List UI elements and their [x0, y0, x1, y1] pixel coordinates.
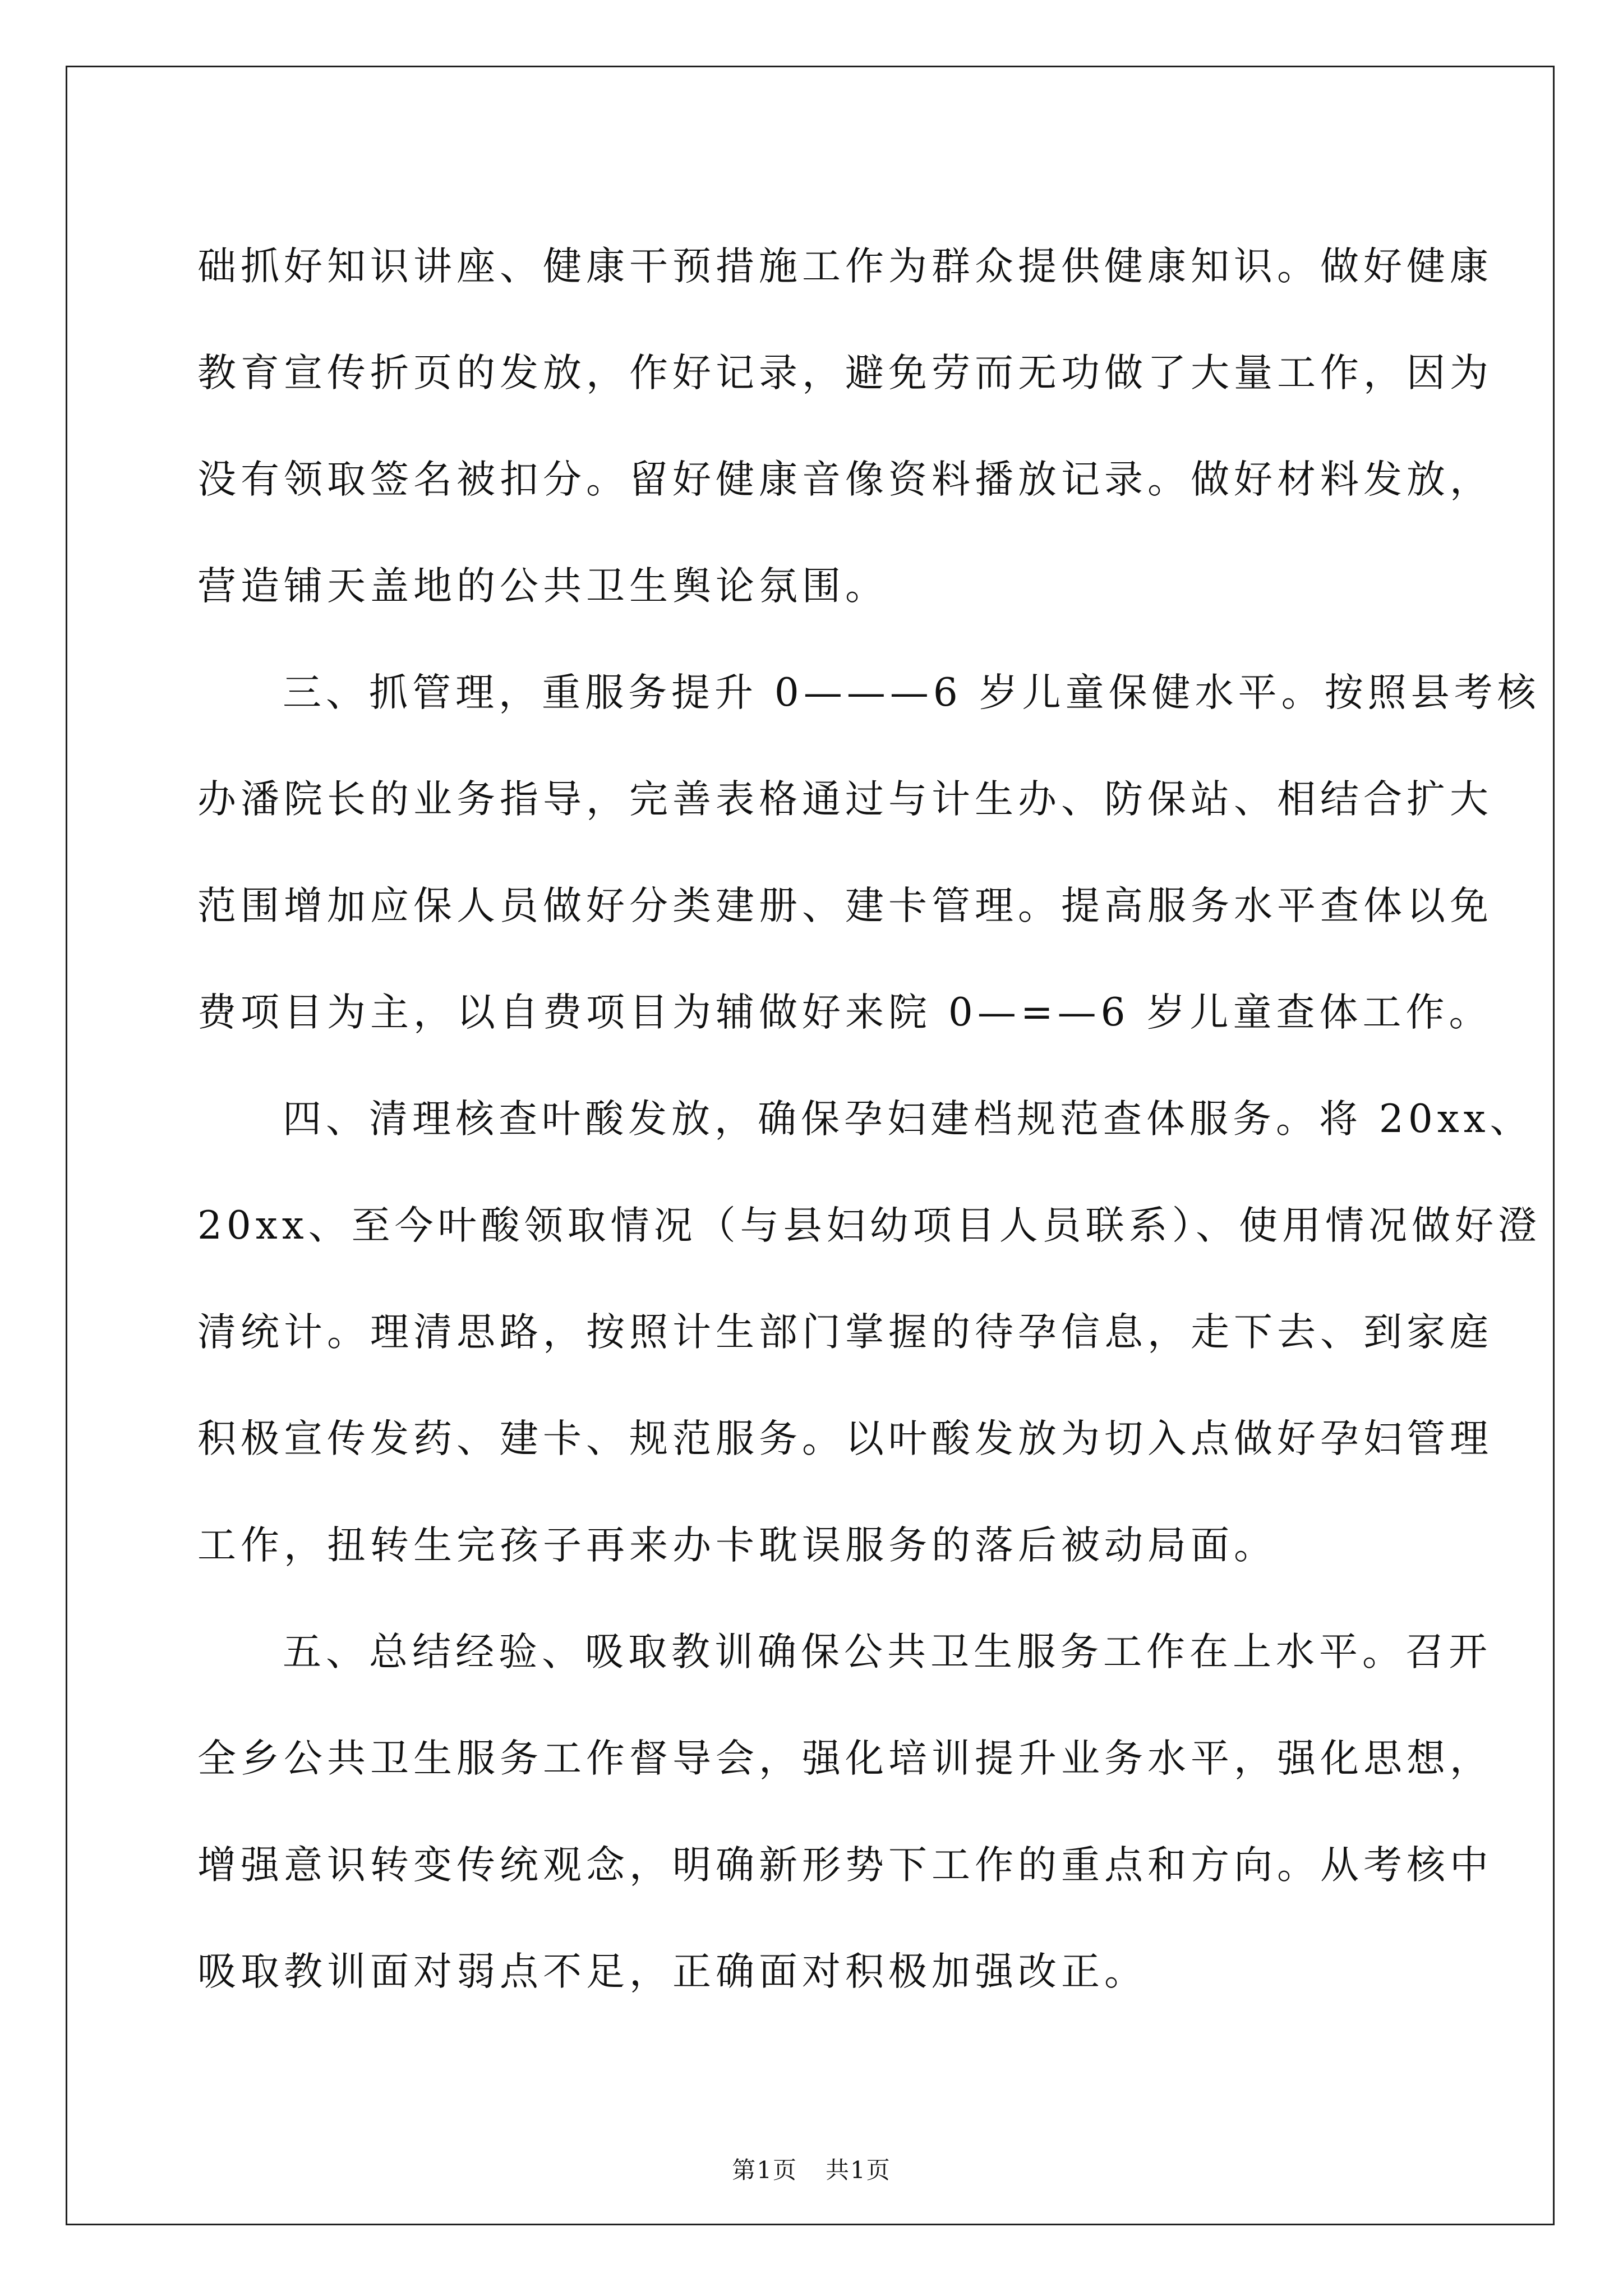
text-line: 础抓好知识讲座、健康干预措施工作为群众提供健康知识。做好健康	[197, 244, 1493, 289]
text-line: 费项目为主，以自费项目为辅做好来院 0—=—6 岁儿童查体工作。	[197, 990, 1492, 1035]
paragraph-4	[197, 1599, 1493, 2025]
document-body	[197, 213, 1542, 2025]
text-line: 办潘院长的业务指导，完善表格通过与计生办、防保站、相结合扩大	[197, 777, 1493, 822]
text-line: 全乡公共卫生服务工作督导会，强化培训提升业务水平，强化思想，	[197, 1736, 1493, 1781]
text-line: 吸取教训面对弱点不足，正确面对积极加强改正。	[197, 1949, 1147, 1994]
text-line: 清统计。理清思路，按照计生部门掌握的待孕信息，走下去、到家庭	[197, 1310, 1493, 1355]
paragraph-2	[197, 639, 1541, 1066]
text-line: 教育宣传折页的发放，作好记录，避免劳而无功做了大量工作，因为	[197, 351, 1493, 395]
text-line: 三、抓管理，重服务提升 0———6 岁儿童保健水平。按照县考核	[283, 670, 1541, 715]
text-line: 增强意识转变传统观念，明确新形势下工作的重点和方向。从考核中	[197, 1843, 1493, 1888]
text-line: 五、总结经验、吸取教训确保公共卫生服务工作在上水平。召开	[283, 1630, 1492, 1674]
text-line: 没有领取签名被扣分。留好健康音像资料播放记录。做好材料发放，	[197, 457, 1493, 502]
page-footer	[0, 2152, 1623, 2185]
page-number: 第1页	[732, 2156, 797, 2184]
page-total: 共1页	[826, 2156, 891, 2184]
text-line: 范围增加应保人员做好分类建册、建卡管理。提高服务水平查体以免	[197, 884, 1493, 928]
paragraph-3	[197, 1066, 1542, 1599]
paragraph-1	[197, 213, 1493, 639]
text-line: 营造铺天盖地的公共卫生舆论氛围。	[197, 564, 888, 609]
text-line: 20xx、至今叶酸领取情况（与县妇幼项目人员联系）、使用情况做好澄	[197, 1203, 1542, 1248]
text-line: 四、清理核查叶酸发放，确保孕妇建档规范查体服务。将 20xx、	[283, 1097, 1533, 1142]
text-line: 工作，扭转生完孩子再来办卡耽误服务的落后被动局面。	[197, 1523, 1277, 1568]
text-line: 积极宣传发药、建卡、规范服务。以叶酸发放为切入点做好孕妇管理	[197, 1416, 1493, 1461]
